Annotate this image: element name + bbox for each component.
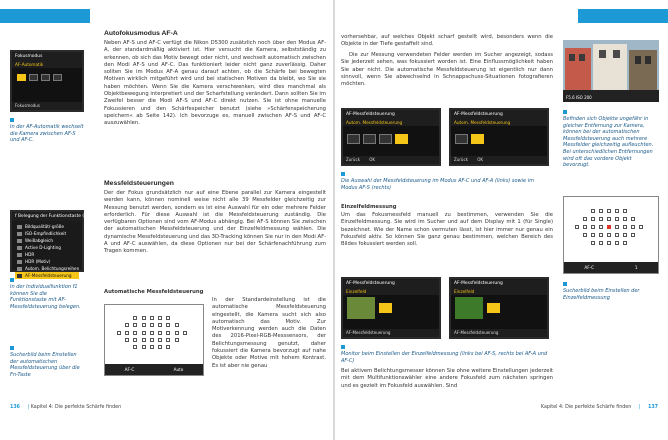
af-point-grid bbox=[117, 316, 191, 352]
af-point bbox=[150, 323, 154, 327]
caption-text: Monitor beim Einstellen der Einzelfeldmessung (links bei AF-S, rechts bei AF-A und AF-C) bbox=[341, 351, 548, 364]
af-point bbox=[639, 225, 643, 229]
af-point bbox=[183, 331, 187, 335]
heading-messfeldsteuerungen: Messfeldsteuerungen bbox=[104, 180, 174, 187]
side-caption-2 bbox=[563, 282, 659, 301]
af-point bbox=[166, 331, 170, 335]
af-point bbox=[615, 241, 619, 245]
option-icon-selected bbox=[395, 134, 408, 144]
af-point bbox=[575, 225, 579, 229]
menu-item: HDR bbox=[15, 251, 79, 258]
body-auto-messfeld: In der Standardeinstellung ist die automatische Messfeldsteuerung eingestellt, die Kamera sucht sich also automatisch das Motiv. Zur Motiverkennung werden auch die Daten des 2016-Pixel-RGB-Messsensors, der Belichtungsmessung genutzt, daher fokussiert die Kamera bevorzugt auf nahe Objekte oder Motive mit hohem Kontrast. Es ist aber nie genau bbox=[212, 297, 326, 369]
af-point bbox=[623, 233, 627, 237]
caption-sucherbild-auto bbox=[10, 346, 84, 378]
caption-marker bbox=[341, 172, 345, 176]
af-point bbox=[599, 217, 603, 221]
af-point bbox=[158, 316, 162, 320]
screen-title: AF-Messfeldsteuerung bbox=[343, 110, 439, 119]
photo-exposure-readout: F5.6 ISO 200 bbox=[566, 95, 592, 100]
af-point bbox=[142, 338, 146, 342]
af-point bbox=[158, 323, 162, 327]
caption-marker bbox=[10, 346, 14, 350]
screen-title: AF-Messfeldsteuerung bbox=[451, 110, 547, 119]
af-point bbox=[133, 338, 137, 342]
caption-marker bbox=[341, 345, 345, 349]
houses-photo bbox=[563, 40, 659, 102]
body-af-a: Neben AF-S und AF-C verfügt die Nikon D5300 zusätzlich noch über den Modus AF-A, der standardmäßig aktiviert ist. Hier versucht die Kamera, selbstständig zu erkennen, ob sich das Motiv bewegt oder nicht, und wechselt automatisch zwischen den Modi AF-S und AF-C. Das funktioniert leider nicht ganz zuverlässig. Daher sollten Sie im Modus AF-A genau darauf achten, ob die Schärfe bei bewegten Motiven wirklich mitgeführt wird und bei statischen Motiven da bleibt, wo Sie sie haben möchten. Wenn Sie die Kamera verschwenken, wird dies manchmal als Objektbewegung interpretiert und der Scharfstellung verändert. Dann sollten Sie im Zweifel besser die Modi AF-S und AF-C direkt nutzen. Sie ist ohne manuelle Fokussieren und den Schärfespeicher benutzt (siehe »Schärfenspeicherung speichern« ab Seite 142). Ich bevorzuge es, manuell zwischen AF-S und AF-C auszuwählen. bbox=[104, 40, 326, 127]
af-point bbox=[623, 241, 627, 245]
caption-marker bbox=[10, 278, 14, 282]
af-point bbox=[150, 316, 154, 320]
menu-item: Bildqualität/-größe bbox=[15, 223, 79, 230]
right-page-footer: Kapitel 4: Die perfekte Schärfe finden | 137 bbox=[540, 405, 658, 410]
af-point bbox=[133, 316, 137, 320]
caption-text: Die Auswahl der Messfeldsteuerung im Modus AF-C und AF-A (links) sowie im Modus AF-S (rechts) bbox=[341, 178, 534, 191]
af-point bbox=[591, 209, 595, 213]
body-messfeldsteuerungen: Der der Fokus grundsätzlich nur auf eine Ebene parallel zur Kamera eingestellt werden kann, können nominell weise nicht alle 39 Messfelder gleichzeitig zur Messung benutzt werden, sondern es ist eine Auswahl für ein oder mehrere Felder erforderlich. Für diese Auswahl ist die Messfeldsteuerung zuständig. Die verfügbaren Optionen sind vom AF-Modus abhängig. Bei AF-S können Sie zwischen der automatischen Messfeldsteuerung und der Einzelfeldmessung wählen. Die dynamische Messfeldsteuerung und das 3D-Tracking können Sie nur in den Modi AF-A und AF-C auswählen, da diese Optionen nur bei der Schärfenachführung zum Tragen kommen. bbox=[104, 190, 326, 255]
af-point bbox=[615, 233, 619, 237]
chapter-title: Kapitel 4: Die perfekte Schärfe finden bbox=[30, 405, 122, 410]
caption-bottom bbox=[341, 345, 551, 364]
photo-thumb bbox=[455, 297, 483, 319]
option-icon-selected bbox=[487, 303, 500, 313]
caption-text: Befinden sich Objekte ungefähr in gleicher Entfernung zur Kamera, können bei der automatischen Messfeldsteuerung auch mehrere Messfelder gleichzeitig aufleuchten. Bei unterschiedlichen Entfernungen wird oft das vordere Objekt bevorzugt. bbox=[563, 116, 654, 169]
body-para3: Um das Fokusmessfeld manuell zu bestimmen, verwenden Sie die Einzelfeldmessung. Sie wird im Sucher und auf dem Display mit 1 (für Single) bezeichnet. Wie der Name schon vermuten lässt, ist hier immer nur genau ein Fokusfeld aktiv. So können Sie ganz genau bestimmen, welchen Bereich des Bildes fokussiert werden soll. bbox=[341, 212, 553, 248]
af-point bbox=[125, 338, 129, 342]
caption-mid bbox=[341, 172, 551, 191]
option-icon bbox=[379, 134, 392, 144]
houses-photo-svg bbox=[563, 40, 659, 102]
option-af-c bbox=[41, 74, 50, 81]
caption-marker bbox=[563, 282, 567, 286]
af-point bbox=[583, 233, 587, 237]
option-icon bbox=[347, 134, 360, 144]
af-point bbox=[591, 241, 595, 245]
messfeld-screen-af-s bbox=[449, 108, 549, 166]
af-point bbox=[583, 217, 587, 221]
left-page bbox=[0, 0, 333, 440]
af-point bbox=[599, 233, 603, 237]
af-point bbox=[150, 345, 154, 349]
page-number: 136 bbox=[10, 405, 21, 410]
af-point bbox=[166, 345, 170, 349]
af-point bbox=[142, 316, 146, 320]
screen-footer: Zurück OK bbox=[451, 156, 547, 164]
fn-button-menu-screen bbox=[10, 210, 92, 278]
af-point bbox=[615, 217, 619, 221]
fn-menu-list bbox=[15, 223, 79, 279]
menu-icon bbox=[17, 239, 22, 243]
af-point bbox=[607, 225, 611, 229]
menu-icon bbox=[17, 225, 22, 229]
body-para2: Die zur Messung verwendeten Felder werden im Sucher angezeigt, sodass Sie jederzeit sehen, was fokussiert worden ist. Eine Einflussmöglichkeit haben Sie aber nicht. Die automatische Messfeldsteuerung ist eigentlich nur dann sinnvoll, wenn Sie abwechselnd in Schnappschuss-Situationen fotografieren möchten. bbox=[341, 52, 553, 88]
screen-footer: AF-Messfeldsteuerung bbox=[451, 329, 547, 337]
inline-label: Einzelfeldmessung bbox=[341, 204, 397, 210]
af-point bbox=[623, 225, 627, 229]
screen-title: AF-Messfeldsteuerung bbox=[343, 279, 439, 288]
caption-fn-belegung bbox=[10, 278, 84, 310]
af-point bbox=[623, 209, 627, 213]
finder-value: Auto bbox=[173, 367, 184, 372]
option-icon-selected bbox=[471, 134, 484, 144]
right-page bbox=[335, 0, 668, 440]
right-header-bar bbox=[578, 9, 668, 23]
af-point bbox=[158, 338, 162, 342]
finder-value: 1 bbox=[634, 265, 638, 270]
af-point bbox=[175, 338, 179, 342]
menu-item: Weißabgleich bbox=[15, 237, 79, 244]
af-point bbox=[175, 323, 179, 327]
af-point bbox=[599, 209, 603, 213]
af-point bbox=[175, 331, 179, 335]
af-point bbox=[117, 331, 121, 335]
af-point bbox=[615, 225, 619, 229]
finder-mode: AF-C bbox=[124, 367, 135, 372]
menu-icon bbox=[17, 253, 22, 257]
af-point bbox=[158, 331, 162, 335]
af-point bbox=[623, 217, 627, 221]
caption-text: Sucherbild beim Einstellen der Einzelfeldmessung bbox=[563, 288, 640, 301]
screen-footer: Fokusmodus bbox=[12, 102, 82, 110]
af-point bbox=[607, 241, 611, 245]
body-intro: vorhersehbar, auf welches Objekt scharf gestellt wird, besonders wenn die Objekte in der Tiefe gestaffelt sind. bbox=[341, 34, 553, 48]
menu-item: ISO-Empfindlichkeit bbox=[15, 230, 79, 237]
af-point bbox=[591, 225, 595, 229]
menu-icon bbox=[17, 260, 22, 264]
caption-text: Sucherbild beim Einstellen der automatischen Messfeldsteuerung über die Fn-Taste bbox=[10, 352, 80, 378]
af-point bbox=[607, 209, 611, 213]
af-point bbox=[125, 331, 129, 335]
side-caption-1 bbox=[563, 110, 659, 169]
af-point bbox=[166, 316, 170, 320]
caption-af-automatik bbox=[10, 118, 84, 144]
af-point bbox=[166, 338, 170, 342]
screen-subtitle: Autom. Messfeldsteuerung bbox=[343, 119, 439, 126]
option-af-s bbox=[29, 74, 38, 81]
menu-icon bbox=[17, 274, 22, 278]
af-point bbox=[599, 241, 603, 245]
einzelfeld-screen-af-c bbox=[449, 277, 549, 339]
caption-text: In der Individualfunktion f1 können Sie die Funktionstaste mit AF-Messfeldsteuerung belegen. bbox=[10, 284, 81, 310]
einzelfeld-screen-af-s bbox=[341, 277, 441, 339]
af-point bbox=[631, 233, 635, 237]
auto-messfeld-label-line bbox=[104, 289, 326, 297]
af-point bbox=[591, 217, 595, 221]
screen-footer: Zurück OK bbox=[343, 156, 439, 164]
af-point bbox=[125, 323, 129, 327]
af-point bbox=[583, 225, 587, 229]
af-point bbox=[631, 225, 635, 229]
chapter-title: Kapitel 4: Die perfekte Schärfe finden bbox=[540, 405, 632, 410]
af-point-grid bbox=[575, 209, 646, 249]
af-point bbox=[607, 217, 611, 221]
menu-item-selected: AF-Messfeldsteuerung bbox=[15, 272, 79, 279]
menu-item: HDR (Motiv) bbox=[15, 258, 79, 265]
option-af-a bbox=[17, 74, 26, 81]
option-icon bbox=[455, 134, 468, 144]
af-point bbox=[615, 209, 619, 213]
left-header-bar bbox=[0, 9, 90, 23]
body-para4: Bei aktivem Belichtungsmesser können Sie ohne weitere Einstellungen jederzeit mit dem Multifunktionswähler eine andere Fokusfeld zum nächsten springen und es gezielt im Fokusfeld auswählen. Sind bbox=[341, 368, 553, 389]
menu-icon bbox=[17, 267, 22, 271]
einzelfeld-label-line bbox=[341, 204, 553, 212]
messfeld-screen-af-c bbox=[341, 108, 441, 166]
caption-marker bbox=[563, 110, 567, 114]
screen-title: f Belegung der Funktionstaste (Fn) bbox=[12, 212, 82, 221]
af-point bbox=[142, 331, 146, 335]
menu-item: Active D-Lighting bbox=[15, 244, 79, 251]
viewfinder-bar bbox=[105, 364, 203, 375]
left-page-footer: 136 | Kapitel 4: Die perfekte Schärfe finden bbox=[10, 405, 122, 410]
af-point bbox=[133, 331, 137, 335]
af-point bbox=[607, 233, 611, 237]
caption-text: In der AF-Automatik wechselt die Kamera zwischen AF-S und AF-C. bbox=[10, 124, 84, 144]
af-point bbox=[150, 338, 154, 342]
menu-icon bbox=[17, 232, 22, 236]
af-point bbox=[150, 331, 154, 335]
finder-mode: AF-C bbox=[584, 265, 595, 270]
af-point bbox=[133, 345, 137, 349]
option-icon-selected bbox=[379, 303, 392, 313]
menu-icon bbox=[17, 246, 22, 250]
af-point bbox=[591, 233, 595, 237]
af-point bbox=[166, 323, 170, 327]
heading-af-a: Autofokusmodus AF-A bbox=[104, 30, 178, 37]
menu-item: Autom. Belichtungsreihen bbox=[15, 265, 79, 272]
viewfinder-auto bbox=[104, 304, 204, 376]
af-point bbox=[133, 323, 137, 327]
page-number: 137 bbox=[647, 405, 658, 410]
option-mf bbox=[53, 74, 62, 81]
af-point bbox=[631, 217, 635, 221]
viewfinder-bar bbox=[564, 262, 658, 273]
photo-thumb bbox=[347, 297, 375, 319]
af-point bbox=[142, 345, 146, 349]
viewfinder-single bbox=[563, 196, 659, 274]
screen-title: AF-Messfeldsteuerung bbox=[451, 279, 547, 288]
af-point bbox=[599, 225, 603, 229]
screen-subtitle: AF-Automatik bbox=[12, 61, 82, 68]
fokusmodus-screen bbox=[10, 50, 84, 112]
af-point bbox=[142, 323, 146, 327]
inline-label: Automatische Messfeldsteuerung bbox=[104, 289, 204, 295]
af-point bbox=[158, 345, 162, 349]
screen-footer: AF-Messfeldsteuerung bbox=[343, 329, 439, 337]
option-icon bbox=[363, 134, 376, 144]
screen-subtitle: Einzelfeld bbox=[343, 288, 439, 295]
caption-marker bbox=[10, 118, 14, 122]
screen-title: Fokusmodus bbox=[12, 52, 82, 61]
screen-subtitle: Einzelfeld bbox=[451, 288, 547, 295]
screen-subtitle: Autom. Messfeldsteuerung bbox=[451, 119, 547, 126]
